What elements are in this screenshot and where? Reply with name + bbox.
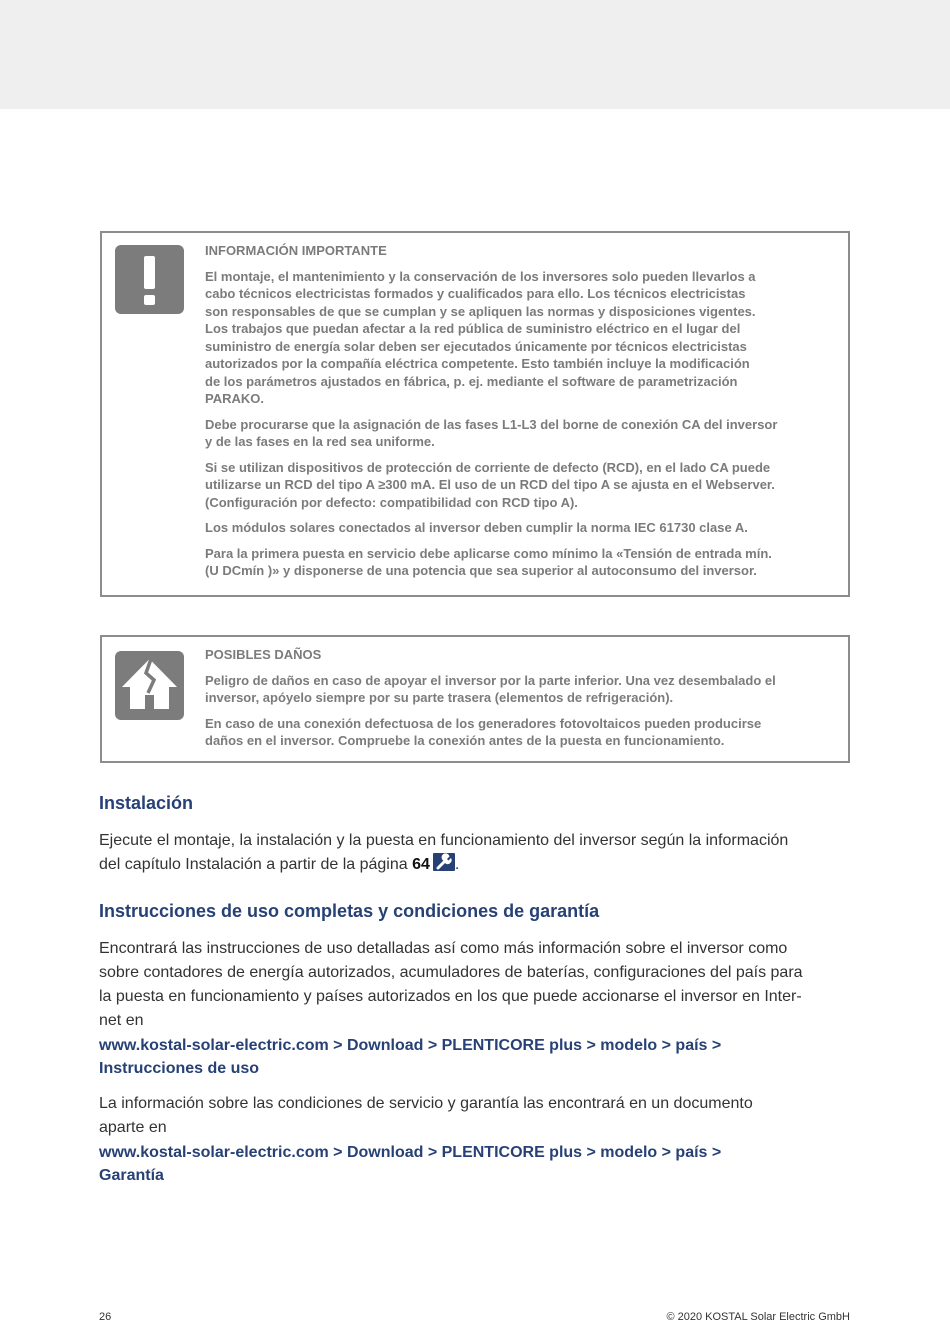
notice-paragraph: Para la primera puesta en servicio debe aplicarse como mínimo la «Tensión de entrada mín. (U DCmín )» y disponerse de una potencia que sea superior al autoconsumo del inversor.: [205, 545, 772, 578]
instructions-title: Instrucciones de uso completas y condiciones de garantía: [99, 901, 600, 921]
damaged-house-icon: [115, 651, 184, 720]
instructions-paragraph: Encontrará las instrucciones de uso detalladas así como más información sobre el inversor como sobre contadores de energía autorizados, acumuladores de baterías, configuraciones del país para la puesta en funcionamiento y países autorizados en los que puede accionarse el inversor en Inter- net en: [99, 940, 803, 1029]
notice-paragraph: Si se utilizan dispositivos de protección de corriente de defecto (RCD), en el lado CA puede utilizarse un RCD del tipo A ≥300 mA. El uso de un RCD del tipo A se ajusta en el Webserver. (Configuración por defecto: compatibilidad con RCD tipo A).: [205, 459, 775, 510]
important-info-content: [205, 242, 839, 588]
header-band: [0, 0, 950, 109]
wrench-icon[interactable]: [433, 853, 455, 871]
warranty-paragraph: La información sobre las condiciones de servicio y garantía las encontrará en un documento aparte en: [99, 1095, 753, 1136]
installation-title: Instalación: [99, 793, 194, 813]
manual-download-link[interactable]: www.kostal-solar-electric.com > Download > PLENTICORE plus > modelo > país > Instrucciones de uso: [99, 1037, 722, 1077]
installation-text: [99, 829, 859, 877]
warranty-download-link[interactable]: www.kostal-solar-electric.com > Download > PLENTICORE plus > modelo > país > Garantía: [99, 1144, 722, 1184]
damage-content: [205, 646, 839, 758]
possible-damage-notice: [100, 635, 850, 763]
notice-heading: INFORMACIÓN IMPORTANTE: [205, 243, 387, 258]
copyright: © 2020 KOSTAL Solar Electric GmbH: [666, 1311, 850, 1323]
important-info-notice: [100, 231, 850, 597]
page-reference[interactable]: 64: [412, 856, 430, 873]
notice-heading: POSIBLES DAÑOS: [205, 647, 322, 662]
exclamation-icon: [115, 245, 184, 314]
page-number: 26: [99, 1311, 112, 1323]
notice-paragraph: El montaje, el mantenimiento y la conservación de los inversores solo pueden llevarlos a cabo técnicos electricistas formados y cualificados para ello. Los técnicos electricistas son responsables de que se cumplan y se apliquen las normas y disposiciones vigentes. Los trabajos que puedan afectar a la red pública de suministro eléctrico en el lugar del suministro de energía solar deben ser ejecutados únicamente por técnicos electricistas autorizados por la compañía eléctrica competente. Esto también incluye la modificación de los parámetros ajustados en fábrica, p. ej. mediante el software de parametrización PARAKO.: [205, 268, 756, 406]
notice-paragraph: Debe procurarse que la asignación de las fases L1-L3 del borne de conexión CA del inversor y de las fases en la red sea uniforme.: [205, 416, 778, 449]
notice-paragraph: En caso de una conexión defectuosa de los generadores fotovoltaicos pueden producirse daños en el inversor. Compruebe la conexión antes de la puesta en funcionamiento.: [205, 715, 762, 748]
notice-paragraph: Los módulos solares conectados al inversor deben cumplir la norma IEC 61730 clase A.: [205, 520, 748, 535]
installation-text-before: Ejecute el montaje, la instalación y la puesta en funcionamiento del inversor según la información del capítulo Instalación a partir de la página: [99, 832, 789, 873]
notice-paragraph: Peligro de daños en caso de apoyar el inversor por la parte inferior. Una vez desembalado el inversor, apóyelo siempre por su parte trasera (elementos de refrigeración).: [205, 672, 776, 705]
installation-text-after: .: [454, 856, 460, 873]
